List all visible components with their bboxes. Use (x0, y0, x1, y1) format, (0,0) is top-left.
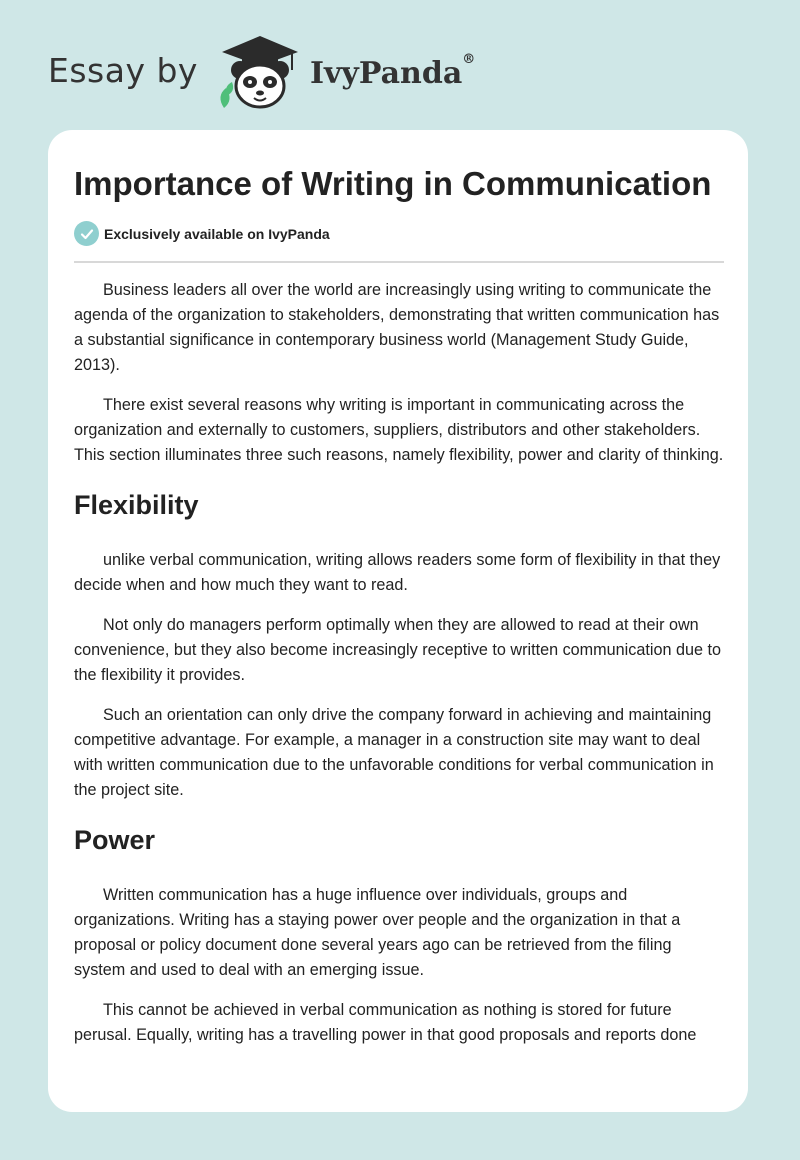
panda-graduate-icon (212, 30, 304, 110)
essay-card (48, 130, 748, 1112)
paragraph: unlike verbal communication, writing allows readers some form of flexibility in that they decide when and how much they want to read. (74, 551, 721, 594)
page-title: Importance of Writing in Communication (74, 165, 712, 202)
paragraph: Written communication has a huge influence over individuals, groups and organizations. Writing has a staying power over people and the organization in that a proposal or policy document done several years ago can be retrieved from the filing system and used to deal with an emerging issue. (74, 886, 681, 979)
essay-by-label: Essay by (48, 50, 198, 90)
paragraph: Such an orientation can only drive the company forward in achieving and maintaining competitive advantage. For example, a manager in a construction site may want to deal with written communication due to the unfavorable conditions for verbal communication in the project site. (74, 706, 714, 799)
paragraph: There exist several reasons why writing is important in communicating across the organization and externally to customers, suppliers, distributors and other stakeholders. This section illuminates three such reasons, namely flexibility, power and clarity of thinking. (74, 396, 724, 464)
exclusive-label: Exclusively available on IvyPanda (104, 225, 330, 242)
section-heading-power: Power (74, 825, 156, 855)
trademark-mark: ® (462, 51, 476, 67)
divider (74, 261, 724, 263)
exclusive-badge (74, 221, 330, 246)
paragraph: Not only do managers perform optimally when they are allowed to read at their own convenience, but they also become increasingly receptive to written communication due to the flexibility it provides. (74, 616, 721, 684)
site-header (48, 30, 548, 110)
paragraph: Business leaders all over the world are increasingly using writing to communicate the agenda of the organization to stakeholders, demonstrating that written communication has a substantial significance in contemporary business world (Management Study Guide, 2013). (74, 281, 720, 374)
check-icon (74, 221, 99, 246)
section-heading-flexibility: Flexibility (74, 490, 199, 520)
paragraph: This cannot be achieved in verbal communication as nothing is stored for future perusal. Equally, writing has a travelling power in that good proposals and reports done (74, 1001, 697, 1044)
article-body (74, 278, 726, 1063)
brand-name[interactable]: IvyPanda® (309, 51, 476, 91)
